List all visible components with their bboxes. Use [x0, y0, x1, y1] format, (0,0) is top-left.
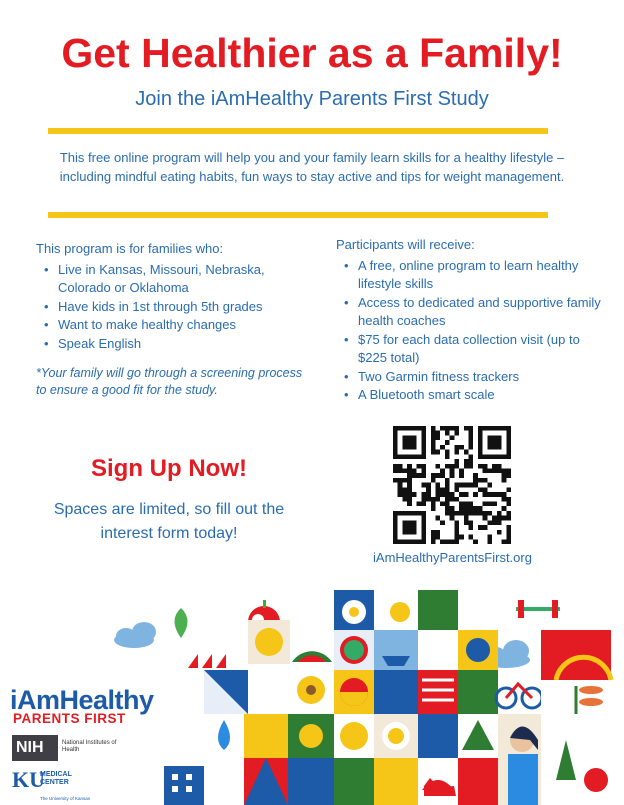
website-link[interactable]: iAmHealthyParentsFirst.org	[373, 550, 532, 565]
page-title: Get Healthier as a Family!	[61, 30, 563, 76]
intro-text: This free online program will help you and your family learn skills for a healthy lifestyle – including mindful eating habits, fun ways to stay active and tips for weight management.	[59, 150, 565, 184]
divider-top	[48, 128, 548, 134]
benefits-heading: Participants will receive:	[336, 237, 475, 252]
list-item: • Access to dedicated and supportive family health coaches	[336, 294, 606, 331]
healthy-lifestyle-illustration	[86, 590, 624, 805]
divider-bottom	[48, 212, 548, 218]
nih-name: National Institutes of Health	[62, 740, 117, 753]
list-item: • Live in Kansas, Missouri, Nebraska, Colorado or Oklahoma	[36, 261, 311, 298]
page-subtitle: Join the iAmHealthy Parents First Study	[135, 88, 489, 110]
list-item: • Two Garmin fitness trackers	[336, 368, 606, 387]
tile-grid	[204, 590, 624, 805]
parents-first-label: PARENTS FIRST	[13, 711, 126, 726]
list-item: • Want to make healthy changes	[36, 316, 311, 335]
leaf-icon	[175, 608, 188, 638]
screening-note: *Your family will go through a screening process to ensure a good fit for the study.	[36, 366, 303, 397]
list-item: • A free, online program to learn healthy lifestyle skills	[336, 257, 606, 294]
ku-university-label: The University of Kansas	[40, 796, 91, 801]
ku-logo: KU	[12, 767, 45, 792]
signup-text: Spaces are limited, so fill out the interest form today!	[53, 501, 285, 542]
list-item: • $75 for each data collection visit (up to $225 total)	[336, 331, 606, 368]
qr-code[interactable]	[393, 426, 511, 544]
list-item: • A Bluetooth smart scale	[336, 386, 606, 405]
cloud-icon	[114, 622, 156, 648]
eligibility-list	[36, 261, 311, 354]
list-item: • Speak English	[36, 335, 311, 354]
benefits-section	[336, 236, 606, 405]
signup-heading: Sign Up Now!	[91, 455, 247, 482]
iamhealthy-logo: iAmHealthy	[10, 685, 154, 715]
house-icon	[164, 766, 204, 805]
ku-medical-center-label: MEDICAL CENTER	[40, 771, 72, 786]
triangle-pattern	[188, 654, 226, 668]
benefits-list	[336, 257, 606, 405]
eligibility-heading: This program is for families who:	[36, 241, 224, 256]
list-item: • Have kids in 1st through 5th grades	[36, 298, 311, 317]
nih-logo: NIH	[12, 735, 58, 761]
eligibility-section	[36, 240, 311, 353]
